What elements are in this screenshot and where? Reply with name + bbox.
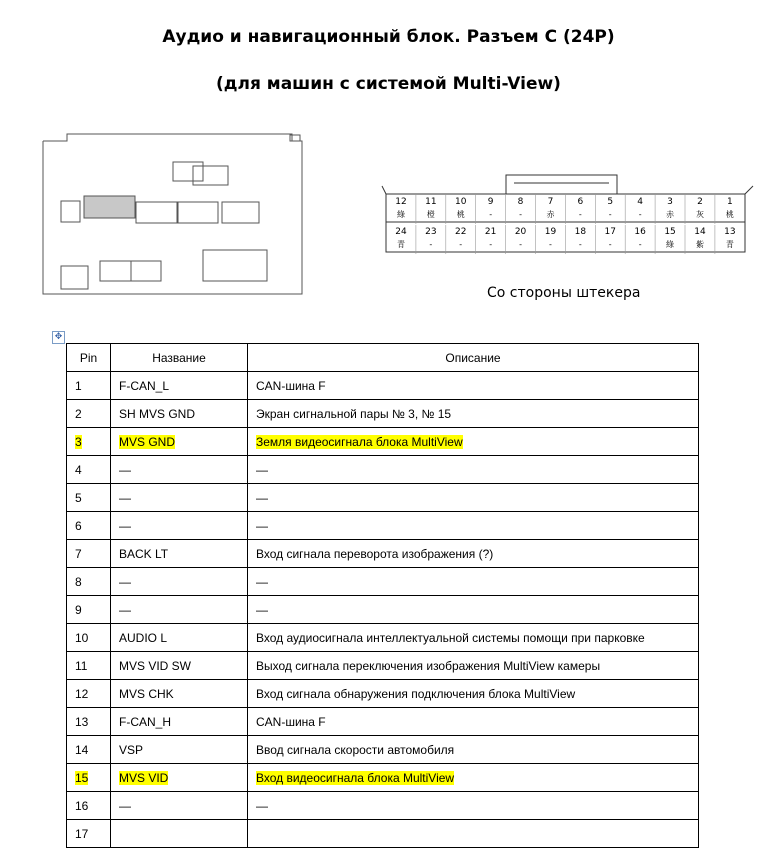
table-row <box>67 512 699 540</box>
name-cell: MVS CHK <box>111 680 248 708</box>
top-row-pin-wire-color: 桃 <box>456 210 465 219</box>
top-row-pin-number: 11 <box>425 197 437 207</box>
table-row <box>67 708 699 736</box>
pin-cell: 8 <box>67 568 111 596</box>
bottom-row-pin-number: 20 <box>514 227 527 237</box>
name-cell <box>111 820 248 848</box>
name-cell: BACK LT <box>111 540 248 568</box>
table-move-handle-icon[interactable]: ✥ <box>52 331 65 344</box>
description-cell: Ввод сигнала скорости автомобиля <box>248 736 699 764</box>
top-row-pin-wire-color: 赤 <box>546 210 555 219</box>
name-cell: — <box>111 512 248 540</box>
pin-table <box>66 343 699 848</box>
page-title: Аудио и навигационный блок. Разъем С (24Р) <box>162 27 615 47</box>
name-cell: — <box>111 596 248 624</box>
connector-pin-map <box>381 174 756 256</box>
pin-cell: 14 <box>67 736 111 764</box>
pin-cell: 6 <box>67 512 111 540</box>
table-row <box>67 428 699 456</box>
name-cell: — <box>111 456 248 484</box>
description-cell: Экран сигнальной пары № 3, № 15 <box>248 400 699 428</box>
connector-housing-drawing <box>42 133 304 297</box>
top-row-pin-number: 6 <box>577 197 584 207</box>
description-cell: Вход сигнала обнаружения подключения блока MultiView <box>248 680 699 708</box>
name-cell: F-CAN_L <box>111 372 248 400</box>
description-cell: — <box>248 456 699 484</box>
top-row-pin-wire-color: 赤 <box>666 210 675 219</box>
top-row-pin-number: 2 <box>697 197 703 207</box>
description-cell: Выход сигнала переключения изображения MultiView камеры <box>248 652 699 680</box>
connector-caption: Со стороны штекера <box>487 285 641 301</box>
description-cell: Вход сигнала переворота изображения (?) <box>248 540 699 568</box>
header-pin: Pin <box>67 344 111 372</box>
top-row-pin-wire-color: 綠 <box>396 210 405 219</box>
name-cell: AUDIO L <box>111 624 248 652</box>
top-row-pin-wire-color: - <box>519 210 522 219</box>
table-row <box>67 568 699 596</box>
bottom-row-pin-wire-color: - <box>489 240 493 249</box>
description-cell: — <box>248 596 699 624</box>
top-row-pin-wire-color: 灰 <box>695 210 704 219</box>
table-row <box>67 456 699 484</box>
top-row-pin-number: 12 <box>395 197 407 207</box>
table-row <box>67 792 699 820</box>
description-cell: Вход аудиосигнала интеллектуальной системы помощи при парковке <box>248 624 699 652</box>
bottom-row-pin-wire-color: - <box>429 240 433 249</box>
bottom-row-pin-wire-color: 綠 <box>666 240 675 249</box>
top-row-pin-number: 7 <box>547 197 554 207</box>
name-cell: F-CAN_H <box>111 708 248 736</box>
table-row <box>67 596 699 624</box>
page-subtitle: (для машин с системой Multi-View) <box>216 74 561 94</box>
bottom-row-pin-number: 22 <box>455 227 467 237</box>
table-header-row <box>67 344 699 372</box>
table-row <box>67 372 699 400</box>
bottom-row-pin-number: 23 <box>425 227 437 237</box>
pin-cell: 10 <box>67 624 111 652</box>
bottom-row-pin-wire-color: - <box>608 240 612 249</box>
pin-cell: 11 <box>67 652 111 680</box>
bottom-row-pin-wire-color: - <box>638 240 642 249</box>
description-cell: — <box>248 512 699 540</box>
table-row <box>67 820 699 848</box>
table-row <box>67 540 699 568</box>
description-cell: Вход видеосигнала блока MultiView <box>248 764 699 792</box>
bottom-row-pin-wire-color: - <box>519 240 522 249</box>
top-row-pin-wire-color: - <box>638 210 642 219</box>
bottom-row-pin-wire-color: - <box>578 240 582 249</box>
top-row-pin-number: 8 <box>517 197 524 207</box>
table-row <box>67 736 699 764</box>
top-row-pin-wire-color: - <box>578 210 582 219</box>
pin-cell: 13 <box>67 708 111 736</box>
bottom-row-pin-wire-color: 青 <box>396 240 405 249</box>
top-row-pin-wire-color: - <box>489 210 493 219</box>
pin-cell: 16 <box>67 792 111 820</box>
table-row <box>67 680 699 708</box>
bottom-row-pin-number: 21 <box>484 227 497 237</box>
description-cell <box>248 820 699 848</box>
description-cell: CAN-шина F <box>248 708 699 736</box>
bottom-row-pin-number: 14 <box>694 227 706 237</box>
header-description: Описание <box>248 344 699 372</box>
top-row-pin-number: 3 <box>667 197 673 207</box>
name-cell: MVS GND <box>111 428 248 456</box>
top-row-pin-number: 9 <box>487 197 494 207</box>
bottom-row-pin-wire-color: - <box>549 240 552 249</box>
name-cell: MVS VID SW <box>111 652 248 680</box>
pin-cell: 9 <box>67 596 111 624</box>
bottom-row-pin-wire-color: - <box>459 240 463 249</box>
description-cell: Земля видеосигнала блока MultiView <box>248 428 699 456</box>
pin-cell: 5 <box>67 484 111 512</box>
table-row <box>67 624 699 652</box>
bottom-row-pin-number: 17 <box>604 227 616 237</box>
bottom-row-pin-wire-color: 青 <box>725 240 734 249</box>
header-name: Название <box>111 344 248 372</box>
description-cell: — <box>248 484 699 512</box>
pin-cell: 2 <box>67 400 111 428</box>
table-row <box>67 764 699 792</box>
name-cell: — <box>111 484 248 512</box>
bottom-row-pin-number: 13 <box>724 227 736 237</box>
table-row <box>67 484 699 512</box>
pin-cell: 3 <box>67 428 111 456</box>
name-cell: MVS VID <box>111 764 248 792</box>
name-cell: SH MVS GND <box>111 400 248 428</box>
table-row <box>67 652 699 680</box>
description-cell: — <box>248 792 699 820</box>
bottom-row-pin-number: 19 <box>544 227 557 237</box>
top-row-pin-wire-color: 橙 <box>426 210 435 219</box>
top-row-pin-number: 5 <box>607 197 614 207</box>
bottom-row-pin-number: 16 <box>634 227 646 237</box>
description-cell: CAN-шина F <box>248 372 699 400</box>
pin-cell: 12 <box>67 680 111 708</box>
name-cell: — <box>111 568 248 596</box>
table-row <box>67 400 699 428</box>
pin-cell: 1 <box>67 372 111 400</box>
top-row-pin-number: 10 <box>455 197 467 207</box>
name-cell: — <box>111 792 248 820</box>
pin-cell: 15 <box>67 764 111 792</box>
name-cell: VSP <box>111 736 248 764</box>
bottom-row-pin-wire-color: 紫 <box>695 240 704 249</box>
top-row-pin-wire-color: 桃 <box>725 210 734 219</box>
bottom-row-pin-number: 15 <box>664 227 676 237</box>
pin-cell: 17 <box>67 820 111 848</box>
pin-cell: 7 <box>67 540 111 568</box>
pin-cell: 4 <box>67 456 111 484</box>
description-cell: — <box>248 568 699 596</box>
top-row-pin-wire-color: - <box>608 210 612 219</box>
bottom-row-pin-number: 24 <box>395 227 407 237</box>
top-row-pin-number: 4 <box>637 197 644 207</box>
bottom-row-pin-number: 18 <box>574 227 587 237</box>
top-row-pin-number: 1 <box>726 197 733 207</box>
